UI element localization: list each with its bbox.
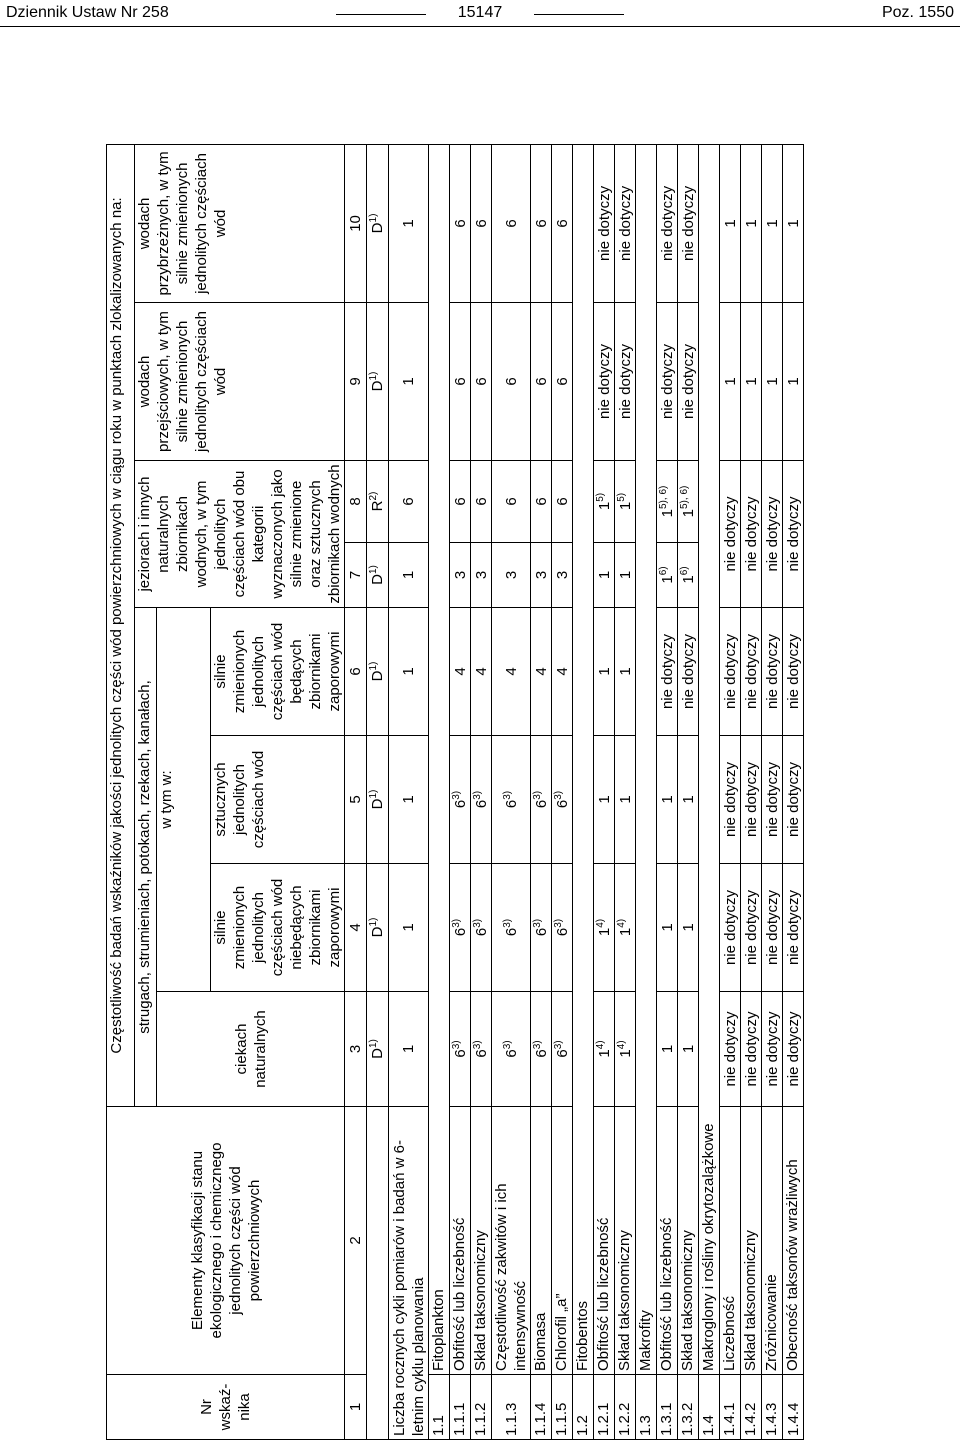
col-heavily-modified-header: silnie zmienionych jednolitych częściach wód niebędących zbiornikami zaporowymi [211, 864, 345, 992]
cell: 1$^{4)}$ [594, 992, 615, 1107]
cell: 1 [594, 608, 615, 736]
row-name: Obfitość lub liczebność [594, 1107, 615, 1375]
col-elements-header: Elementy klasyfikacji stanu ekologicznego i chemicznego jednolitych części wód powierzchniowych [107, 1107, 345, 1375]
cycles-count: 6 [389, 461, 429, 543]
group-number: 1.3 [636, 1375, 657, 1440]
cell: 6$^{3)}$ [531, 736, 552, 864]
cell: nie dotyczy [720, 736, 741, 864]
col-number-4: 4 [345, 864, 367, 992]
group-number: 1.2 [573, 1375, 594, 1440]
cell: 6$^{3)}$ [552, 736, 573, 864]
row-name: Częstotliwość zakwitów i ich intensywność [492, 1107, 531, 1375]
cell: 1$^{6)}$ [678, 543, 699, 608]
col-number-9: 9 [345, 303, 367, 461]
cycles-type-10: $D^{1)}$ [367, 144, 389, 302]
table-row [657, 144, 678, 1439]
cell: 1 [741, 303, 762, 461]
cell: $1^{5), 6)}$ [678, 461, 699, 543]
cell: nie dotyczy [783, 461, 804, 608]
table-row [531, 144, 552, 1439]
row-number: 1.4.4 [783, 1375, 804, 1440]
row-number: 1.1.3 [492, 1375, 531, 1440]
group-number: 1.4 [699, 1375, 720, 1440]
cycles-count: 1 [389, 543, 429, 608]
cell: 1$^{6)}$ [657, 543, 678, 608]
cell: nie dotyczy [741, 461, 762, 608]
cell: 6$^{3)}$ [531, 864, 552, 992]
cell: 4 [492, 608, 531, 736]
row-number: 1.1.2 [471, 1375, 492, 1440]
table-row [471, 144, 492, 1439]
cell: 6$^{3)}$ [492, 736, 531, 864]
cell: 6 [492, 144, 531, 302]
table-row [783, 144, 804, 1439]
in-that-header: w tym w: [157, 608, 211, 992]
cycles-type-5: $D^{1)}$ [367, 736, 389, 864]
cell: 6$^{3)}$ [552, 864, 573, 992]
cell: 1 [657, 992, 678, 1107]
cell: 1 [594, 543, 615, 608]
cell: 6 [450, 144, 471, 302]
cell: nie dotyczy [741, 992, 762, 1107]
cycles-count: 1 [389, 864, 429, 992]
header-rule [0, 26, 960, 27]
cycles-count: 1 [389, 608, 429, 736]
cell: nie dotyczy [678, 303, 699, 461]
row-name: Liczebność [720, 1107, 741, 1375]
col-nr-header: Nr wskaź- nika [107, 1375, 345, 1440]
cell: 6$^{3)}$ [450, 736, 471, 864]
table-row [741, 144, 762, 1439]
cell: 6$^{3)}$ [471, 864, 492, 992]
cycles-count: 1 [389, 736, 429, 864]
cell: 1 [678, 736, 699, 864]
row-number: 1.4.1 [720, 1375, 741, 1440]
cell: nie dotyczy [762, 864, 783, 992]
cell: 6$^{3)}$ [450, 864, 471, 992]
cell: 4 [552, 608, 573, 736]
cell: nie dotyczy [783, 864, 804, 992]
row-number: 1.3.1 [657, 1375, 678, 1440]
cell: 1 [762, 144, 783, 302]
cell: 6 [492, 461, 531, 543]
row-number: 1.4.3 [762, 1375, 783, 1440]
cell: 1$^{5)}$ [594, 461, 615, 543]
cell: 3 [552, 543, 573, 608]
table-row [720, 144, 741, 1439]
cell: nie dotyczy [615, 303, 636, 461]
frequency-table [106, 144, 804, 1440]
cell: 6 [552, 144, 573, 302]
cell: nie dotyczy [657, 303, 678, 461]
row-name: Obfitość lub liczebność [657, 1107, 678, 1375]
group-name: Fitoplankton [429, 144, 450, 1374]
cycles-type-4: $D^{1)}$ [367, 864, 389, 992]
cell: nie dotyczy [762, 736, 783, 864]
cycles-type-7: $D^{1)}$ [367, 543, 389, 608]
row-name: Zróżnicowanie [762, 1107, 783, 1375]
row-number: 1.2.1 [594, 1375, 615, 1440]
col-coastal-header: wodach przybrzeżnych, w tym silnie zmienionych jednolitych częściach wód [135, 144, 345, 302]
row-number: 1.2.2 [615, 1375, 636, 1440]
cell: 3 [531, 543, 552, 608]
cell: 6$^{3)}$ [492, 992, 531, 1107]
col-artificial-header: sztucznych jednolitych częściach wód [211, 736, 345, 864]
cell: 1 [762, 303, 783, 461]
cycles-type-8: $R^{2)}$ [367, 461, 389, 543]
cell: nie dotyczy [741, 608, 762, 736]
cell: 4 [531, 608, 552, 736]
cell: 6 [471, 461, 492, 543]
cell: nie dotyczy [720, 992, 741, 1107]
table-row [552, 144, 573, 1439]
cell: nie dotyczy [762, 461, 783, 608]
col-lakes-header: jeziorach i innych naturalnych zbiornikach wodnych, w tym jednolitych częściach wód obu kategorii wyznaczonych jako silnie zmienione oraz sztucznych zbiornikach wodnych [135, 461, 345, 608]
row-name: Chlorofil „a” [552, 1107, 573, 1375]
cell: nie dotyczy [678, 608, 699, 736]
cell: nie dotyczy [762, 992, 783, 1107]
cell: 6$^{3)}$ [492, 864, 531, 992]
cell: 1 [594, 736, 615, 864]
cell: 3 [492, 543, 531, 608]
row-number: 1.1.5 [552, 1375, 573, 1440]
col-number-10: 10 [345, 144, 367, 302]
group-name: Makroglony i rośliny okrytozalążkowe [699, 144, 720, 1374]
cell: 1 [657, 864, 678, 992]
cell: 4 [471, 608, 492, 736]
cell: nie dotyczy [594, 303, 615, 461]
cell: 1 [657, 736, 678, 864]
table-row [762, 144, 783, 1439]
cell: 1 [720, 144, 741, 302]
cell: nie dotyczy [594, 144, 615, 302]
group-name: Makrofity [636, 144, 657, 1374]
cell: 1 [783, 303, 804, 461]
col-number-6: 6 [345, 608, 367, 736]
cell: nie dotyczy [741, 864, 762, 992]
row-number: 1.1.4 [531, 1375, 552, 1440]
cycles-type-3: $D^{1)}$ [367, 992, 389, 1107]
col-number-3: 3 [345, 992, 367, 1107]
cell: nie dotyczy [783, 992, 804, 1107]
cell: 6$^{3)}$ [531, 992, 552, 1107]
cell: 1 [615, 608, 636, 736]
cell: 4 [450, 608, 471, 736]
table-row [450, 144, 471, 1439]
cell: nie dotyczy [783, 736, 804, 864]
cycles-blank [367, 1107, 389, 1440]
cell: nie dotyczy [615, 144, 636, 302]
col-reservoirs-header: silnie zmienionych jednolitych częściach wód będących zbiornikami zaporowymi [211, 608, 345, 736]
cell: nie dotyczy [720, 461, 741, 608]
table-row [594, 144, 615, 1439]
cell: nie dotyczy [657, 144, 678, 302]
group-name: Fitobentos [573, 144, 594, 1374]
col-number-8: 8 [345, 461, 367, 543]
cell: 6 [552, 303, 573, 461]
col-natural-header: ciekach naturalnych [157, 992, 345, 1107]
cycles-count: 1 [389, 144, 429, 302]
cell: 6 [471, 303, 492, 461]
cell: 6 [450, 461, 471, 543]
cell: 1 [678, 992, 699, 1107]
cell: 6$^{3)}$ [471, 736, 492, 864]
cell: 6 [492, 303, 531, 461]
col-number-1: 1 [345, 1375, 367, 1440]
row-name: Skład taksonomiczny [741, 1107, 762, 1375]
cell: 1 [741, 144, 762, 302]
table-row [492, 144, 531, 1439]
row-name: Skład taksonomiczny [471, 1107, 492, 1375]
row-name: Obfitość lub liczebność [450, 1107, 471, 1375]
cycles-type-9: $D^{1)}$ [367, 303, 389, 461]
cell: nie dotyczy [762, 608, 783, 736]
cell: 6 [531, 303, 552, 461]
row-name: Skład taksonomiczny [678, 1107, 699, 1375]
row-name: Obecność taksonów wrażliwych [783, 1107, 804, 1375]
cell: 6$^{3)}$ [450, 992, 471, 1107]
cell: 6 [471, 144, 492, 302]
row-name: Skład taksonomiczny [615, 1107, 636, 1375]
cell: 3 [450, 543, 471, 608]
table-row [678, 144, 699, 1439]
col-number-7: 7 [345, 543, 367, 608]
cell: 6$^{3)}$ [552, 992, 573, 1107]
page-number: 15147 [432, 4, 528, 22]
cell: 6 [531, 461, 552, 543]
cell: $1^{5), 6)}$ [657, 461, 678, 543]
cell: nie dotyczy [657, 608, 678, 736]
row-number: 1.3.2 [678, 1375, 699, 1440]
journal-title: Dziennik Ustaw Nr 258 [6, 4, 169, 21]
cycles-count: 1 [389, 303, 429, 461]
cell: 1$^{4)}$ [594, 864, 615, 992]
row-number: 1.1.1 [450, 1375, 471, 1440]
cell: 1$^{5)}$ [615, 461, 636, 543]
main-header: Częstotliwość badań wskaźników jakości jednolitych części wód powierzchniowych w ciągu roku w punktach zlokalizowanych na: [107, 144, 135, 1106]
rotated-table-container [106, 145, 841, 1440]
cell: 6 [552, 461, 573, 543]
col-number-2: 2 [345, 1107, 367, 1375]
cell: nie dotyczy [720, 864, 741, 992]
cell: 1$^{4)}$ [615, 864, 636, 992]
cell: 1 [783, 144, 804, 302]
cell: 1 [615, 543, 636, 608]
cell: nie dotyczy [678, 144, 699, 302]
sub-header: strugach, strumieniach, potokach, rzekach, kanałach, [135, 608, 157, 1107]
table-row [615, 144, 636, 1439]
group-number: 1.1 [429, 1375, 450, 1440]
col-number-5: 5 [345, 736, 367, 864]
cell: nie dotyczy [783, 608, 804, 736]
cycles-type-6: $D^{1)}$ [367, 608, 389, 736]
col-transitional-header: wodach przejściowych, w tym silnie zmienionych jednolitych częściach wód [135, 303, 345, 461]
cycles-label: Liczba rocznych cykli pomiarów i badań w 6-letnim cyklu planowania [389, 1107, 429, 1440]
cell: 6 [531, 144, 552, 302]
cell: 6 [450, 303, 471, 461]
cell: 1 [678, 864, 699, 992]
cell: nie dotyczy [741, 736, 762, 864]
row-name: Biomasa [531, 1107, 552, 1375]
row-number: 1.4.2 [741, 1375, 762, 1440]
position-number: Poz. 1550 [881, 4, 954, 21]
cell: 3 [471, 543, 492, 608]
cell: 1 [720, 303, 741, 461]
cell: 6$^{3)}$ [471, 992, 492, 1107]
cell: nie dotyczy [720, 608, 741, 736]
cell: 1$^{4)}$ [615, 992, 636, 1107]
cycles-count: 1 [389, 992, 429, 1107]
cell: 1 [615, 736, 636, 864]
